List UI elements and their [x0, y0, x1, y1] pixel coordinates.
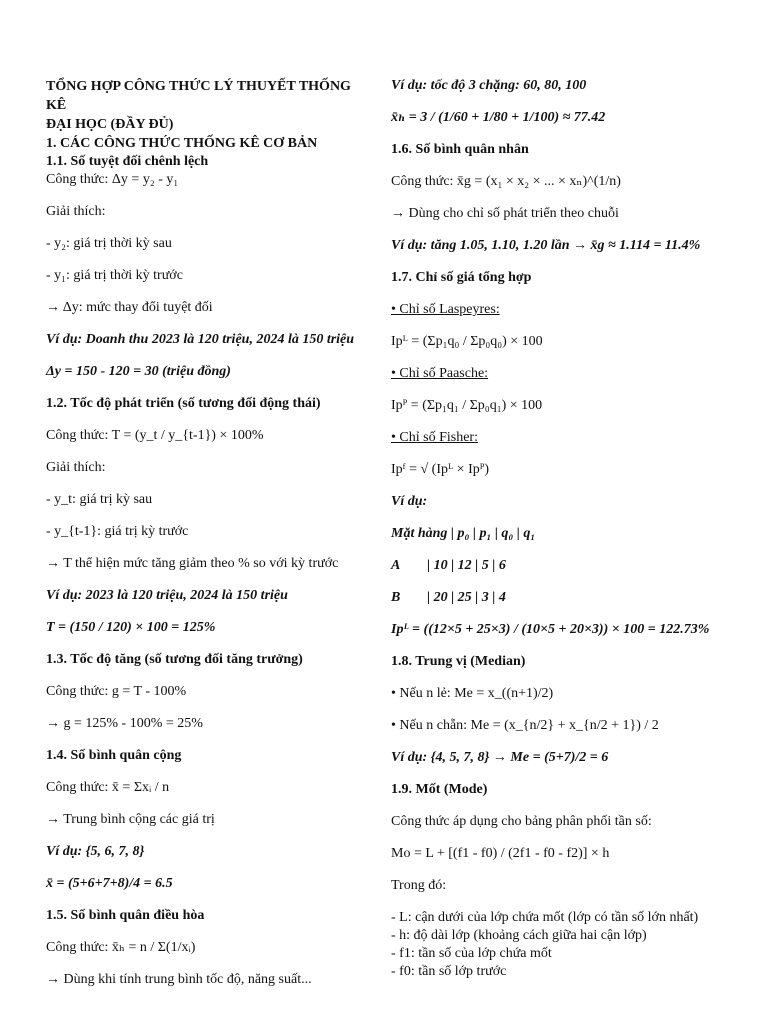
row-name: B: [391, 590, 401, 605]
explain-line: → T thể hiện mức tăng giảm theo % so với kỳ trước: [46, 556, 339, 571]
explain-line: - y₁: giá trị thời kỳ trước: [46, 268, 183, 283]
heading-1-1: 1.1. Số tuyệt đối chênh lệch: [46, 154, 209, 169]
formula-1-6: Công thức: x̄g = (x₁ × x₂ × ... × xₙ)^(1/n): [391, 174, 621, 189]
price-table-row: [391, 557, 731, 575]
row-values: | 10 | 12 | 5 | 6: [427, 558, 506, 573]
explain-line: - y_t: giá trị kỳ sau: [46, 492, 153, 507]
heading-1-3: 1.3. Tốc độ tăng (số tương đối tăng trưởng): [46, 652, 303, 667]
example-line: T = (150 / 120) × 100 = 125%: [46, 620, 216, 635]
definition-line: - f1: tần số của lớp chứa mốt: [391, 946, 552, 961]
example-line: Δy = 150 - 120 = 30 (triệu đồng): [46, 364, 231, 379]
index-label-paasche: • Chỉ số Paasche:: [391, 366, 489, 381]
example-line: Ví dụ: {5, 6, 7, 8}: [46, 844, 145, 859]
explain-line: - y₂: giá trị thời kỳ sau: [46, 236, 172, 251]
section-heading-1: 1. CÁC CÔNG THỨC THỐNG KÊ CƠ BẢN: [46, 136, 318, 151]
formula-1-2: Công thức: T = (y_t / y_{t-1}) × 100%: [46, 428, 264, 443]
explain-line: → Trung bình cộng các giá trị: [46, 812, 215, 827]
heading-1-2: 1.2. Tốc độ phát triển (số tương đối động thái): [46, 396, 321, 411]
explain-line: → Dùng cho chỉ số phát triển theo chuỗi: [391, 206, 619, 221]
formula-1-3: Công thức: g = T - 100%: [46, 684, 187, 699]
example-line: x̄ = (5+6+7+8)/4 = 6.5: [46, 876, 173, 891]
definition-line: - h: độ dài lớp (khoảng cách giữa hai cận lớp): [391, 928, 647, 943]
right-column: [391, 77, 731, 981]
example-label: Ví dụ:: [391, 494, 428, 509]
formula-1-1: Công thức: Δy = y₂ - y₁: [46, 172, 179, 187]
index-label-fisher: • Chỉ số Fisher:: [391, 430, 478, 445]
formula-laspeyres: Ipᴸ = (Σp₁q₀ / Σp₀q₀) × 100: [391, 334, 543, 349]
heading-1-4: 1.4. Số bình quân cộng: [46, 748, 182, 763]
explain-label: Trong đó:: [391, 878, 447, 893]
formula-paasche: Ipᴾ = (Σp₁q₁ / Σp₀q₁) × 100: [391, 398, 543, 413]
example-line: Ví dụ: {4, 5, 7, 8} → Me = (5+7)/2 = 6: [391, 750, 609, 765]
example-line: x̄ₕ = 3 / (1/60 + 1/80 + 1/100) ≈ 77.42: [391, 110, 606, 125]
row-name: A: [391, 558, 401, 573]
row-values: | 20 | 25 | 3 | 4: [427, 590, 506, 605]
explain-label: Giải thích:: [46, 204, 106, 219]
heading-1-8: 1.8. Trung vị (Median): [391, 654, 526, 669]
index-label-laspeyres: • Chỉ số Laspeyres:: [391, 302, 500, 317]
document-title-line2: ĐẠI HỌC (ĐẦY ĐỦ): [46, 117, 174, 132]
heading-1-6: 1.6. Số bình quân nhân: [391, 142, 529, 157]
example-line: Ví dụ: 2023 là 120 triệu, 2024 là 150 triệu: [46, 588, 288, 603]
explain-label: Giải thích:: [46, 460, 106, 475]
definition-line: - f0: tần số lớp trước: [391, 964, 507, 979]
price-table-header: Mặt hàng | p₀ | p₁ | q₀ | q₁: [391, 526, 536, 541]
example-line: Ví dụ: tốc độ 3 chặng: 60, 80, 100: [391, 78, 587, 93]
document-title-line1: TỔNG HỢP CÔNG THỨC LÝ THUYẾT THỐNG KÊ: [46, 79, 351, 113]
formula-fisher: Ipᶠ = √ (Ipᴸ × Ipᴾ): [391, 462, 490, 477]
explain-line: → Δy: mức thay đổi tuyệt đối: [46, 300, 213, 315]
formula-mode: Mo = L + [(f1 - f0) / (2f1 - f0 - f2)] × h: [391, 846, 610, 861]
definition-line: - L: cận dưới của lớp chứa mốt (lớp có tần số lớn nhất): [391, 910, 699, 925]
heading-1-5: 1.5. Số bình quân điều hòa: [46, 908, 205, 923]
median-even: • Nếu n chẵn: Me = (x_{n/2} + x_{n/2 + 1}) / 2: [391, 718, 659, 733]
explain-line: - y_{t-1}: giá trị kỳ trước: [46, 524, 189, 539]
formula-1-4: Công thức: x̄ = Σxᵢ / n: [46, 780, 170, 795]
explain-line: → g = 125% - 100% = 25%: [46, 716, 203, 731]
explain-line: Công thức áp dụng cho bảng phân phối tần số:: [391, 814, 652, 829]
example-line: Ví dụ: tăng 1.05, 1.10, 1.20 lần → x̄g ≈ 1.114 = 11.4%: [391, 238, 701, 253]
example-line: Ví dụ: Doanh thu 2023 là 120 triệu, 2024 là 150 triệu: [46, 332, 355, 347]
price-table-row: [391, 589, 731, 607]
heading-1-9: 1.9. Mốt (Mode): [391, 782, 488, 797]
left-column: [46, 68, 372, 989]
example-result: Ipᴸ = ((12×5 + 25×3) / (10×5 + 20×3)) × 100 = 122.73%: [391, 622, 710, 637]
formula-1-5: Công thức: x̄ₕ = n / Σ(1/xᵢ): [46, 940, 196, 955]
heading-1-7: 1.7. Chỉ số giá tổng hợp: [391, 270, 532, 285]
median-odd: • Nếu n lẻ: Me = x_((n+1)/2): [391, 686, 554, 701]
explain-line: → Dùng khi tính trung bình tốc độ, năng suất...: [46, 972, 312, 987]
